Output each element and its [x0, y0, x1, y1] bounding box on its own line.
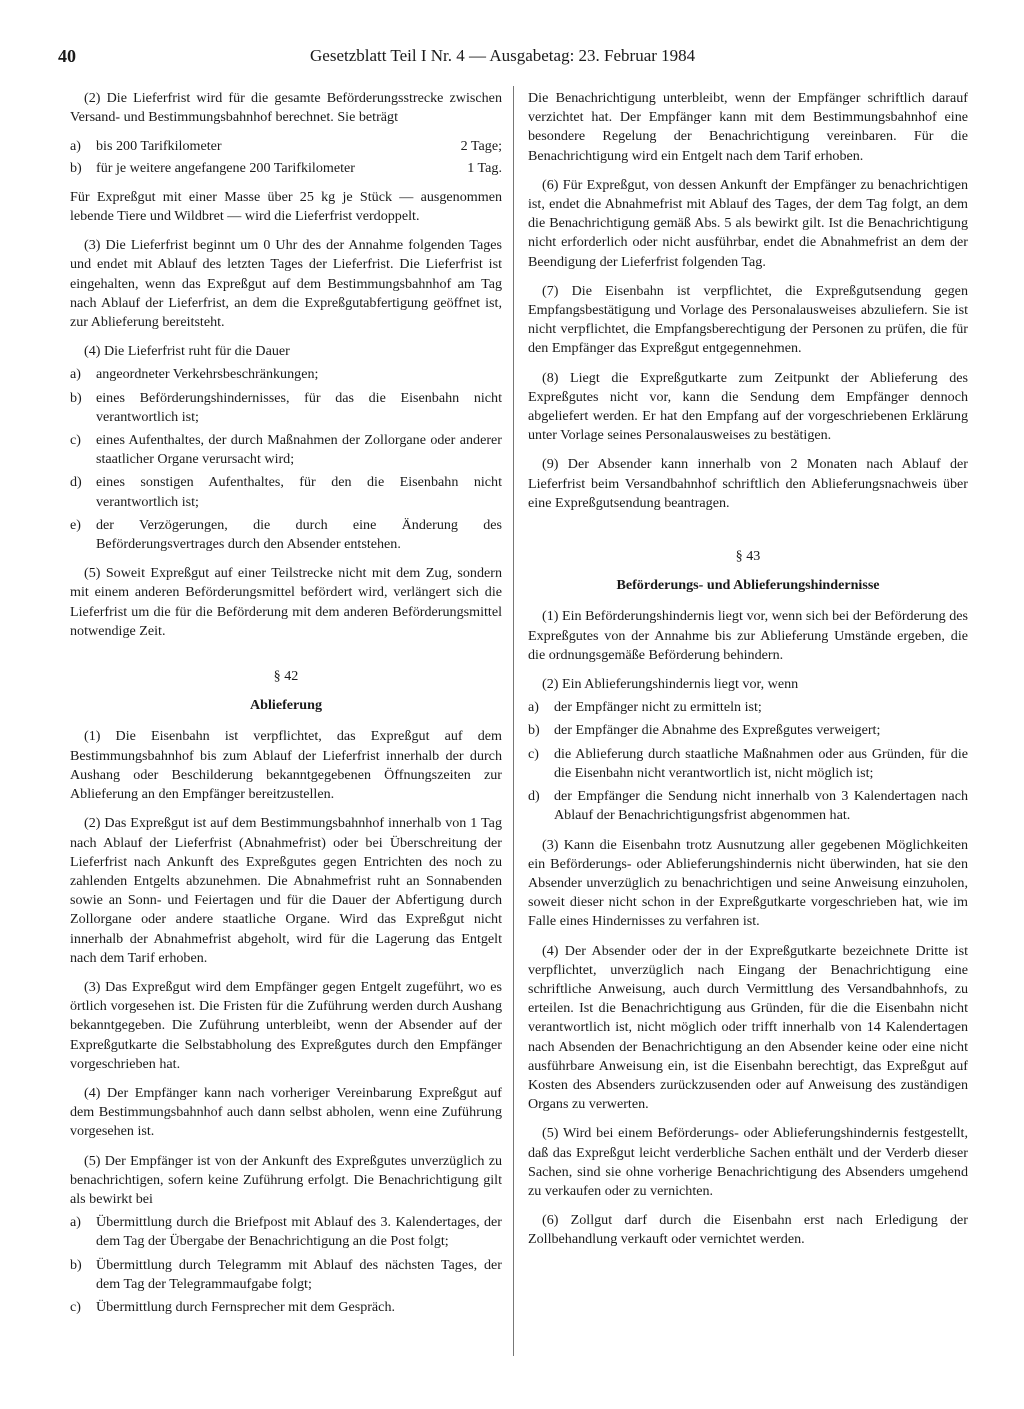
paragraph: Die Benachrichtigung unterbleibt, wenn der Empfänger schriftlich darauf verzichtet hat. Der Empfänger kann mit dem Bestimmungsbahnhof eine besondere Regelung der Benachrichtigung vereinbaren. Für die Benachrichtigung wird ein Entgelt nach dem Tarif erhoben. — [528, 90, 968, 164]
paragraph: (9) Der Absender kann innerhalb von 2 Monaten nach Ablauf der Lieferfrist beim Versandbahnhof schriftlich den Ablieferungsnachweis über eine Expreßgutsendung beantragen. — [528, 456, 968, 511]
right-column — [528, 89, 968, 1260]
list-item — [528, 787, 968, 825]
list-item-text: der Empfänger die Sendung nicht innerhalb von 3 Kalendertagen nach Ablauf der Benachrichtigungsfrist abgenommen hat. — [554, 788, 968, 824]
list-item-text: eines Beförderungshindernisses, für das die Eisenbahn nicht verantwortlich ist; — [96, 389, 502, 425]
list-item — [70, 137, 502, 156]
list-item-value: 1 Tag. — [467, 159, 502, 176]
list-item-label: b) — [70, 1256, 82, 1273]
paragraph: (6) Für Expreßgut, von dessen Ankunft der Empfänger zu benachrichtigen ist, endet die Abnahmefrist mit Ablauf des Tages, der dem Tag folgt, an dem die Benachrichtigung gemäß Abs. 5 als bewirkt gilt. Ist die Benachrichtigung nicht erforderlich oder nicht ausführbar, endet die Abnahmefrist an dem der Beendigung der Lieferfrist folgenden Tag. — [528, 176, 968, 270]
list-item-label: b) — [70, 159, 82, 176]
list-item-value: 2 Tage; — [460, 138, 502, 155]
paragraph: (2) Die Lieferfrist wird für die gesamte Beförderungsstrecke zwischen Versand- und Bestimmungsbahnhof berechnet. Sie beträgt — [70, 90, 502, 126]
paragraph: (3) Die Lieferfrist beginnt um 0 Uhr des der Annahme folgenden Tages und endet mit Ablauf des letzten Tages der Lieferfrist. Die Lieferfrist ist eingehalten, wenn das Expreßgut auf dem Bestimmungsbahnhof am Tag nach Ablauf der Lieferfrist, an dem die Expreßgutabfertigung geöffnet ist, zur Ablieferung bereitsteht. — [70, 237, 502, 331]
list-item — [528, 745, 968, 783]
section-number: § 43 — [735, 548, 761, 565]
paragraph: (5) Soweit Expreßgut auf einer Teilstrecke nicht mit dem Zug, sondern mit einem anderen Beförderungsmittel befördert wird, verlängert sich die Lieferfrist um die für die Beförderung mit dem anderen Beförderungsmittel notwendige Zeit. — [70, 565, 502, 639]
list-item-label: a) — [528, 699, 539, 716]
paragraph: (2) Ein Ablieferungshindernis liegt vor, wenn — [542, 676, 799, 693]
list-item-text: der Verzögerungen, die durch eine Änderung des Beförderungsvertrages durch den Absender entstehen. — [96, 516, 502, 553]
page-number: 40 — [58, 46, 76, 66]
list-item-text: eines Aufenthaltes, der durch Maßnahmen der Zollorgane oder anderer staatlicher Organe verursacht wird; — [96, 432, 502, 468]
list-item-label: d) — [70, 474, 82, 491]
paragraph: (8) Liegt die Expreßgutkarte zum Zeitpunkt der Ablieferung des Expreßgutes nicht vor, kann die Sendung dem Empfänger dennoch abgeliefert werden. Er hat den Empfang auf der vorgeschriebenen Erklärung unter Vorlage seines Personalausweises zu bestätigen. — [528, 369, 968, 444]
list-item — [70, 473, 502, 511]
list-item — [528, 721, 968, 740]
paragraph: (4) Der Absender oder der in der Expreßgutkarte bezeichnete Dritte ist verpflichtet, unverzüglich nach Eingang der Benachrichtigung eine schriftliche Anweisung, auch durch Vermittlung des Versandbahnhofs, zu erteilen. Ist die Benachrichtigung aus Gründen, für die die Eisenbahn nicht verantwortlich ist, nicht möglich oder trifft innerhalb von 14 Kalendertagen nach Absenden der Benachrichtigung an den Absender keine oder eine nicht ausführbare Anweisung ein, ist die Eisenbahn berechtigt, das Expreßgut auf Kosten des Absenders zurückzusenden oder auf Anweisung des zuständigen Organs zu verwerten. — [528, 942, 968, 1113]
paragraph: (5) Der Empfänger ist von der Ankunft des Expreßgutes unverzüglich zu benachrichtigen, sofern keine Zuführung erfolgt. Die Benachrichtigung gilt als bewirkt bei — [70, 1152, 502, 1207]
paragraph: (7) Die Eisenbahn ist verpflichtet, die Expreßgutsendung gegen Empfangsbestätigung und Vorlage des Personalausweises abzuliefern. Sie ist nicht verpflichtet, die Empfangsberechtigung der Personen zu prüfen, die für den Empfänger das Expreßgut entgegennehmen. — [528, 282, 968, 357]
list-item — [70, 1256, 502, 1294]
list-item — [70, 1298, 502, 1317]
list-item-label: b) — [70, 389, 82, 406]
list — [70, 137, 502, 177]
section-title: Ablieferung — [249, 697, 323, 714]
left-column — [70, 89, 502, 1327]
list-item-label: d) — [528, 788, 540, 805]
list-item-text: der Empfänger die Abnahme des Expreßgutes verweigert; — [554, 722, 881, 739]
paragraph: Für Expreßgut mit einer Masse über 25 kg je Stück — ausgenommen lebende Tiere und Wildbret — wird die Lieferfrist verdoppelt. — [70, 188, 502, 225]
list-item-text: Übermittlung durch Fernsprecher mit dem Gespräch. — [96, 1298, 396, 1315]
list — [70, 365, 502, 554]
list-item — [70, 365, 502, 384]
paragraph: (1) Die Eisenbahn ist verpflichtet, das Expreßgut auf dem Bestimmungsbahnhof bis zum Ablauf der Lieferfrist innerhalb der durch Aushang oder Beschilderung bekanntgegebenen Öffnungszeiten zur Ablieferung an den Empfänger bereitzustellen. — [70, 728, 502, 803]
list-item — [70, 159, 502, 178]
list-item-label: c) — [70, 1298, 81, 1315]
list-item-label: a) — [70, 366, 81, 383]
paragraph: (6) Zollgut darf durch die Eisenbahn erst nach Erledigung der Zollbehandlung verkauft oder vernichtet werden. — [528, 1212, 968, 1248]
section-title: Beförderungs- und Ablieferungshindernisse — [616, 577, 880, 594]
list-item-label: b) — [528, 722, 540, 739]
list-item-text: bis 200 Tarifkilometer — [96, 138, 222, 155]
list-item-text: angeordneter Verkehrsbeschränkungen; — [96, 366, 319, 383]
list-item-text: die Ablieferung durch staatliche Maßnahmen oder aus Gründen, für die die Eisenbahn nicht verantwortlich ist, nicht möglich ist; — [554, 745, 968, 781]
paragraph: (5) Wird bei einem Beförderungs- oder Ablieferungshindernis festgestellt, daß das Expreßgut leicht verderbliche Sachen enthält und der Verderb dieser Sachen, sind sie ohne vorherige Benachrichtigung des Absenders umgehend zu verkaufen oder zu vernichten. — [528, 1125, 968, 1199]
list-item-label: c) — [70, 432, 81, 449]
list-item-label: e) — [70, 516, 81, 533]
paragraph: (4) Die Lieferfrist ruht für die Dauer — [84, 343, 290, 360]
list-item-text: für je weitere angefangene 200 Tarifkilometer — [96, 159, 355, 176]
column-divider — [513, 86, 514, 1356]
list-item — [528, 698, 968, 717]
list-item-label: a) — [70, 138, 81, 155]
list-item-text: Übermittlung durch Telegramm mit Ablauf des nächsten Tages, der dem Tag der Telegrammaufgabe folgt; — [96, 1256, 502, 1292]
list-item-label: c) — [528, 745, 539, 762]
list-item-text: Übermittlung durch die Briefpost mit Ablauf des 3. Kalendertages, der dem Tag der Übergabe der Benachrichtigung an die Post folgt; — [96, 1214, 502, 1250]
list-item — [70, 389, 502, 427]
list-item — [70, 431, 502, 469]
page-header — [58, 46, 978, 70]
paragraph: (1) Ein Beförderungshindernis liegt vor, wenn sich bei der Beförderung des Expreßgutes von der Annahme bis zur Ablieferung Umstände ergeben, die die ordnungsgemäße Beförderung behindern. — [528, 608, 968, 663]
paragraph: (3) Das Expreßgut wird dem Empfänger gegen Entgelt zugeführt, wo es örtlich vorgesehen ist. Die Fristen für die Zuführung werden durch Aushang bekanntgegeben. Die Zuführung unterbleibt, wenn der Absender auf der Expreßgutkarte die Selbstabholung des Expreßgutes durch den Empfänger vorgeschrieben hat. — [70, 978, 502, 1072]
paragraph: (4) Der Empfänger kann nach vorheriger Vereinbarung Expreßgut auf dem Bestimmungsbahnhof auch dann selbst abholen, wenn eine Zuführung vorgesehen ist. — [70, 1084, 502, 1140]
list — [528, 698, 968, 825]
list-item — [70, 1213, 502, 1251]
list-item-text: der Empfänger nicht zu ermitteln ist; — [554, 699, 762, 716]
paragraph: (3) Kann die Eisenbahn trotz Ausnutzung aller gegebenen Möglichkeiten ein Beförderungs- oder Ablieferungshindernis nicht überwinden, hat sie den Absender unverzüglich zu benachrichtigen und seine Anweisung einzuholen, soweit dieser nicht schon in der Expreßgutkarte vorgeschrieben hat, wie im Falle eines Hindernisses zu verfahren ist. — [528, 836, 968, 930]
list — [70, 1213, 502, 1317]
paragraph: (2) Das Expreßgut ist auf dem Bestimmungsbahnhof innerhalb von 1 Tag nach Ablauf der Lieferfrist (Abnahmefrist) oder bei Überschreitung der Lieferfrist nach Ankunft des Expreßgutes gegen Entrichten des noch zu zahlenden Entgelts abzunehmen. Die Abnahmefrist ruht an Sonnabenden sowie an Sonn- und Feiertagen und für die Dauer der Abfertigung durch Zollorgane oder andere staatliche Organe. Wird das Expreßgut nicht innerhalb der Abnahmefrist abgeholt, wird für die Lagerung das Entgelt nach dem Tarif erhoben. — [70, 815, 502, 966]
list-item-text: eines sonstigen Aufenthaltes, für den die Eisenbahn nicht verantwortlich ist; — [96, 474, 502, 510]
running-head: Gesetzblatt Teil I Nr. 4 — Ausgabetag: 23. Februar 1984 — [310, 46, 696, 65]
section-number: § 42 — [273, 668, 299, 685]
list-item-label: a) — [70, 1214, 81, 1231]
list-item — [70, 516, 502, 554]
